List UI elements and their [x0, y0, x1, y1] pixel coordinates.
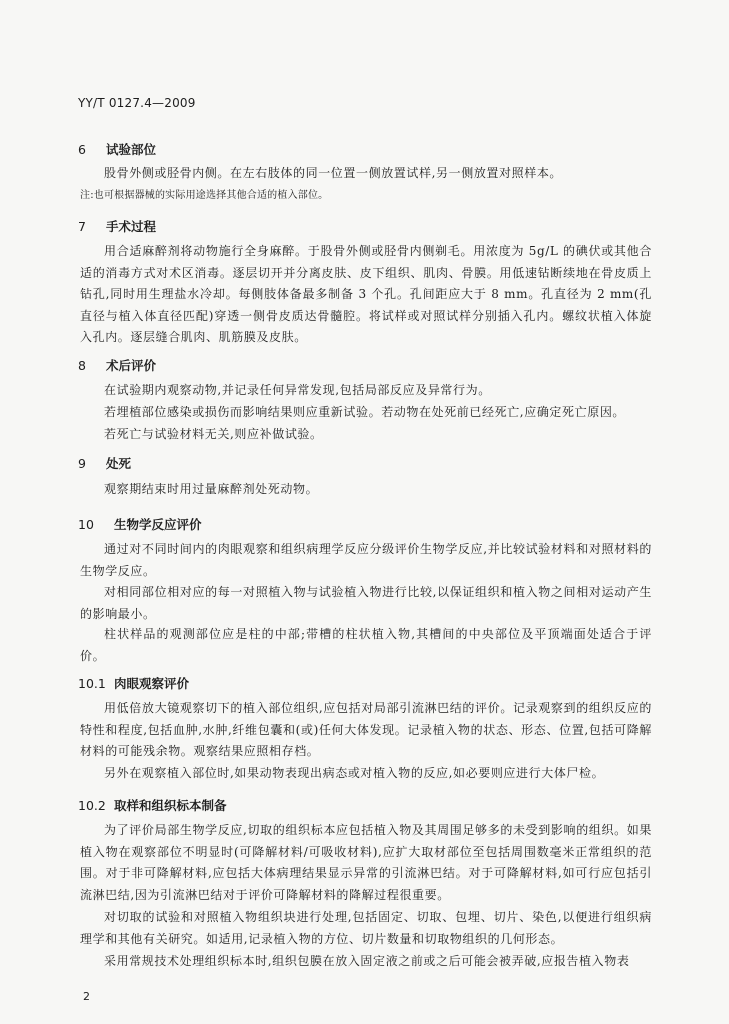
paragraph: 另外在观察植入部位时,如果动物表现出病态或对植入物的反应,如必要则应进行大体尸检。 — [104, 766, 605, 780]
section-7-heading — [78, 217, 156, 235]
paragraph: 通过对不同时间内的肉眼观察和组织病理学反应分级评价生物学反应,并比较试验材料和对照材料的生物学反应。 — [80, 542, 652, 578]
section-title: 处死 — [106, 456, 132, 471]
section-9-heading — [78, 454, 131, 472]
paragraph: 对相同部位相对应的每一对照植入物与试验植入物进行比较,以保证组织和植入物之间相对运动产生的影响最小。 — [80, 585, 652, 621]
paragraph: 用合适麻醉剂将动物施行全身麻醉。于股骨外侧或胫骨内侧剃毛。用浓度为 5g/L 的碘伏或其他合适的消毒方式对术区消毒。逐层切开并分离皮肤、皮下组织、肌肉、骨膜。用低速钻断续地在骨皮质上钻孔,同时用生理盐水冷却。每侧肢体备最多制备 3 个孔。孔间距应大于 8 mm。孔直径为 2 mm(孔直径与植入体直径匹配)穿透一侧骨皮质达骨髓腔。将试样或对照试样分别插入孔内。螺纹状植入体旋入孔内。逐层缝合肌肉、肌筋膜及皮肤。 — [80, 244, 652, 344]
section-title: 生物学反应评价 — [114, 517, 202, 532]
note: 注:也可根据器械的实际用途选择其他合适的植入部位。 — [80, 190, 329, 201]
section-10-heading — [78, 515, 202, 533]
paragraph: 观察期结束时用过量麻醉剂处死动物。 — [104, 482, 319, 496]
section-number: 9 — [78, 456, 86, 471]
section-number: 8 — [78, 358, 86, 373]
section-title: 试验部位 — [106, 142, 157, 157]
paragraph: 股骨外侧或胫骨内侧。在左右肢体的同一位置一侧放置试样,另一侧放置对照样本。 — [104, 166, 563, 180]
section-number: 10.2 — [78, 798, 106, 813]
section-8-heading — [78, 356, 156, 374]
section-6-heading — [78, 140, 156, 158]
paragraph: 采用常规技术处理组织标本时,组织包膜在放入固定液之前或之后可能会被弄破,应报告植入物表 — [104, 954, 630, 968]
paragraph: 若死亡与试验材料无关,则应补做试验。 — [104, 427, 323, 441]
section-title: 术后评价 — [106, 358, 157, 373]
paragraph: 为了评价局部生物学反应,切取的组织标本应包括植入物及其周围足够多的未受到影响的组织。如果植入物在观察部位不明显时(可降解材料/可吸收材料),应扩大取材部位至包括周围数毫米正常组织的范围。对于非可降解材料,应包括大体病理结果显示异常的引流淋巴结。对于可降解材料,如可行应包括引流淋巴结,因为引流淋巴结对于评价可降解材料的降解过程很重要。 — [80, 823, 652, 902]
paragraph: 对切取的试验和对照植入物组织块进行处理,包括固定、切取、包埋、切片、染色,以便进行组织病理学和其他有关研究。如适用,记录植入物的方位、切片数量和切取物组织的几何形态。 — [80, 910, 652, 946]
paragraph: 用低倍放大镜观察切下的植入部位组织,应包括对局部引流淋巴结的评价。记录观察到的组织反应的特性和程度,包括血肿,水肿,纤维包囊和(或)任何大体发现。记录植入物的状态、形态、位置,包括可降解材料的可能残余物。观察结果应照相存档。 — [80, 701, 652, 758]
section-number: 6 — [78, 142, 86, 157]
section-title: 取样和组织标本制备 — [114, 798, 227, 813]
section-number: 10.1 — [78, 676, 106, 691]
section-10-1-heading — [78, 674, 189, 692]
standard-number-header: YY/T 0127.4—2009 — [78, 96, 196, 110]
paragraph: 若埋植部位感染或损伤而影响结果则应重新试验。若动物在处死前已经死亡,应确定死亡原因。 — [104, 405, 626, 419]
section-title: 手术过程 — [106, 219, 157, 234]
page-number: 2 — [83, 990, 90, 1003]
paragraph: 柱状样品的观测部位应是柱的中部;带槽的柱状植入物,其槽间的中央部位及平顶端面处适合于评价。 — [80, 627, 652, 663]
section-10-2-heading — [78, 796, 227, 814]
section-number: 7 — [78, 219, 86, 234]
section-title: 肉眼观察评价 — [114, 676, 190, 691]
section-number: 10 — [78, 517, 94, 532]
paragraph: 在试验期内观察动物,并记录任何异常发现,包括局部反应及异常行为。 — [104, 383, 491, 397]
